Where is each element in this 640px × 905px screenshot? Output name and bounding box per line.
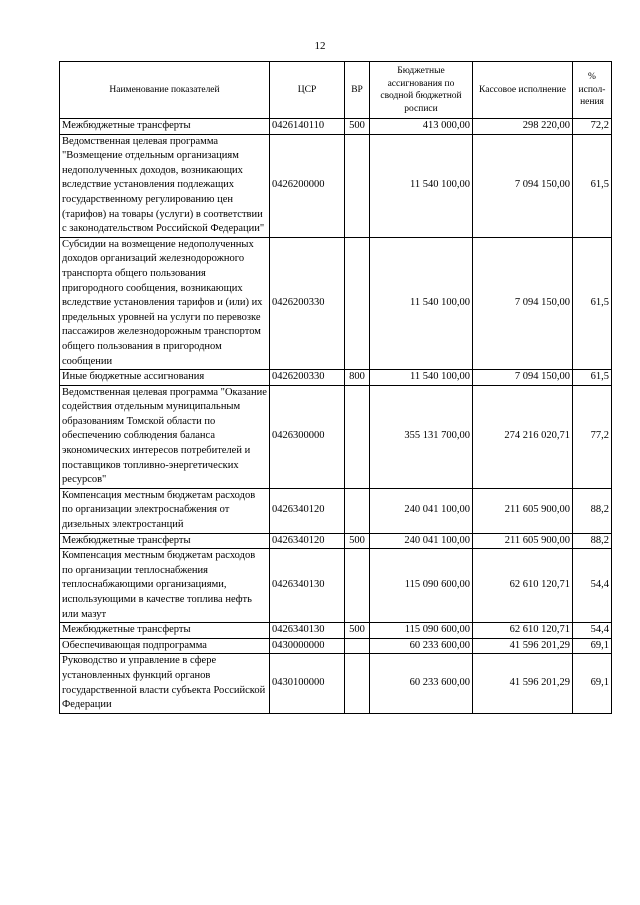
row-csr: 0426340130 — [270, 549, 345, 623]
row-budget: 240 041 100,00 — [370, 488, 473, 533]
row-vr — [345, 654, 370, 713]
table-row — [60, 654, 612, 713]
row-budget: 115 090 600,00 — [370, 549, 473, 623]
row-csr: 0426200330 — [270, 370, 345, 386]
row-budget: 60 233 600,00 — [370, 654, 473, 713]
row-csr: 0426340120 — [270, 533, 345, 549]
table-row — [60, 533, 612, 549]
table-row — [60, 119, 612, 135]
row-vr: 500 — [345, 119, 370, 135]
header-cash: Кассовое исполнение — [473, 62, 573, 119]
row-percent: 61,5 — [573, 237, 612, 369]
table-row — [60, 370, 612, 386]
row-name: Ведомственная целевая программа "Возмещение отдельным организациям недополученных доходов, возникающих вследствие установления подлежащих государственному регулированию цен (тарифов) на товары (услуги) в соответствии с законодательством Российской Федерации" — [60, 134, 270, 237]
row-vr — [345, 134, 370, 237]
row-vr — [345, 237, 370, 369]
budget-execution-table — [59, 61, 612, 714]
table-row — [60, 237, 612, 369]
row-name: Компенсация местным бюджетам расходов по организации электроснабжения от дизельных электростанций — [60, 488, 270, 533]
row-cash: 7 094 150,00 — [473, 134, 573, 237]
table-row — [60, 638, 612, 654]
row-name: Обеспечивающая подпрограмма — [60, 638, 270, 654]
row-cash: 62 610 120,71 — [473, 623, 573, 639]
row-cash: 62 610 120,71 — [473, 549, 573, 623]
row-cash: 211 605 900,00 — [473, 488, 573, 533]
row-cash: 274 216 020,71 — [473, 385, 573, 488]
row-budget: 413 000,00 — [370, 119, 473, 135]
row-percent: 61,5 — [573, 134, 612, 237]
header-budget: Бюджетные ассигнования по сводной бюджетной росписи — [370, 62, 473, 119]
row-name: Ведомственная целевая программа "Оказание содействия отдельным муниципальным образованиям Томской области по обеспечению соблюдения баланса экономических интересов потребителей и поставщиков топливно-энергетических ресурсов" — [60, 385, 270, 488]
table-row — [60, 385, 612, 488]
row-csr: 0426340130 — [270, 623, 345, 639]
row-csr: 0430000000 — [270, 638, 345, 654]
row-vr: 500 — [345, 623, 370, 639]
row-name: Межбюджетные трансферты — [60, 533, 270, 549]
table-row — [60, 623, 612, 639]
table-header-row — [60, 62, 612, 119]
row-percent: 77,2 — [573, 385, 612, 488]
table-row — [60, 134, 612, 237]
header-percent: % испол-нения — [573, 62, 612, 119]
header-csr: ЦСР — [270, 62, 345, 119]
header-vr: ВР — [345, 62, 370, 119]
row-cash: 298 220,00 — [473, 119, 573, 135]
row-percent: 88,2 — [573, 488, 612, 533]
row-budget: 11 540 100,00 — [370, 134, 473, 237]
row-cash: 41 596 201,29 — [473, 638, 573, 654]
row-percent: 69,1 — [573, 654, 612, 713]
row-csr: 0426340120 — [270, 488, 345, 533]
row-cash: 211 605 900,00 — [473, 533, 573, 549]
row-vr — [345, 549, 370, 623]
row-name: Субсидии на возмещение недополученных доходов организаций железнодорожного транспорта общего пользования пригородного сообщения, возникающих вследствие установления тарифов и (или) их предельных уровней на услуги по перевозке пассажиров железнодорожным транспортом общего пользования в пригородном сообщении — [60, 237, 270, 369]
row-percent: 88,2 — [573, 533, 612, 549]
row-csr: 0426200000 — [270, 134, 345, 237]
table-row — [60, 549, 612, 623]
row-percent: 54,4 — [573, 623, 612, 639]
row-name: Межбюджетные трансферты — [60, 119, 270, 135]
row-vr — [345, 488, 370, 533]
row-cash: 41 596 201,29 — [473, 654, 573, 713]
row-vr: 800 — [345, 370, 370, 386]
row-budget: 11 540 100,00 — [370, 237, 473, 369]
page-number: 12 — [314, 40, 326, 52]
row-csr: 0426140110 — [270, 119, 345, 135]
table-row — [60, 488, 612, 533]
row-cash: 7 094 150,00 — [473, 237, 573, 369]
row-percent: 69,1 — [573, 638, 612, 654]
row-name: Руководство и управление в сфере установленных функций органов государственной власти субъекта Российской Федерации — [60, 654, 270, 713]
row-vr — [345, 638, 370, 654]
row-csr: 0426200330 — [270, 237, 345, 369]
row-vr: 500 — [345, 533, 370, 549]
row-name: Межбюджетные трансферты — [60, 623, 270, 639]
row-name: Иные бюджетные ассигнования — [60, 370, 270, 386]
row-csr: 0426300000 — [270, 385, 345, 488]
row-name: Компенсация местным бюджетам расходов по организации теплоснабжения теплоснабжающими организациями, использующими в качестве топлива нефть или мазут — [60, 549, 270, 623]
row-vr — [345, 385, 370, 488]
header-name: Наименование показателей — [60, 62, 270, 119]
row-cash: 7 094 150,00 — [473, 370, 573, 386]
row-budget: 11 540 100,00 — [370, 370, 473, 386]
row-percent: 72,2 — [573, 119, 612, 135]
row-csr: 0430100000 — [270, 654, 345, 713]
row-budget: 240 041 100,00 — [370, 533, 473, 549]
row-budget: 115 090 600,00 — [370, 623, 473, 639]
row-budget: 355 131 700,00 — [370, 385, 473, 488]
row-budget: 60 233 600,00 — [370, 638, 473, 654]
row-percent: 61,5 — [573, 370, 612, 386]
row-percent: 54,4 — [573, 549, 612, 623]
